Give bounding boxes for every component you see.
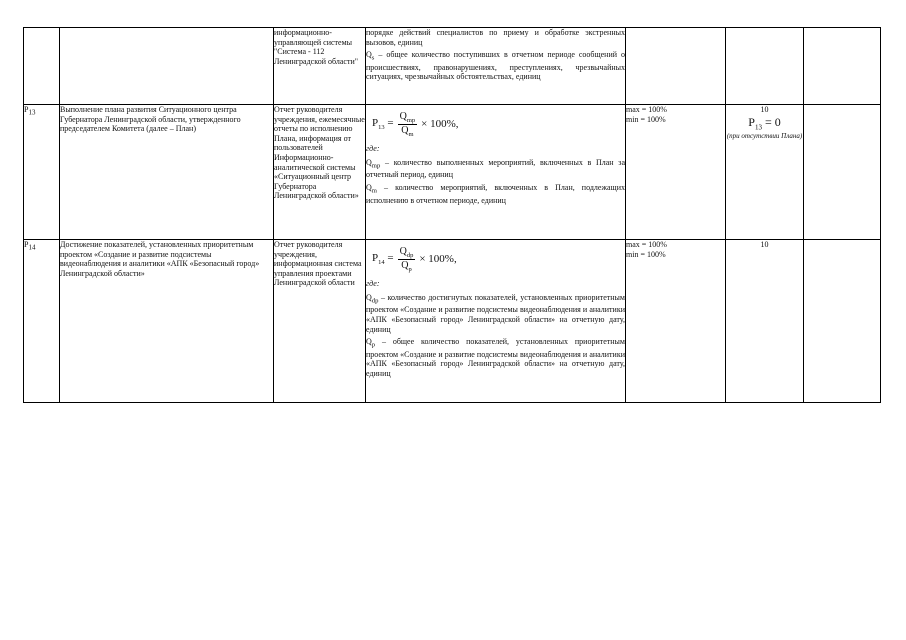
table-row-p13 [24, 105, 881, 240]
indicator-method [366, 105, 626, 240]
where-label: где: [366, 279, 380, 289]
indicators-table [23, 27, 881, 403]
minmax-cell [626, 28, 726, 105]
variable-definition: $Q_m$ – количество мероприятий, включенных в План, подлежащих исполнению в отчетном периоде, единиц [366, 183, 625, 205]
weight-values [726, 105, 804, 240]
variable-definition: $Q_p$ – общее количество показателей, установленных приоритетным проектом «Создание и развитие подсистемы видеонаблюдения и аналитики «АПК «Безопасный город» Ленинградской области» на отчетную дату, единиц [366, 337, 625, 379]
weight-value: 10 [760, 240, 769, 249]
weight-values [726, 240, 804, 403]
weight-cell [726, 28, 804, 105]
minmax-values [626, 105, 726, 240]
weight-value: 10 [760, 105, 769, 114]
variable-definition: $Q_{dp}$ – количество достигнутых показателей, установленных приоритетным проектом «Создание и развитие подсистемы видеонаблюдения и аналитики «АПК «Безопасный город» Ленинградской области» на отчетную дату, единиц [366, 292, 625, 334]
max-value: max = 100% [626, 240, 667, 249]
indicator-source: Отчет руководителя учреждения, ежемесячные отчеты по исполнению Плана, информация от пользователей Информационно-аналитической системы «Ситуационный центр Губернатора Ленинградской области» [274, 105, 366, 240]
variable-definition: $Q_{mp}$ – количество выполненных мероприятий, включенных в План за отчетный период, единиц [366, 157, 625, 180]
method-text: порядке действий специалистов по приему и обработке экстренных вызовов, единиц [366, 28, 625, 47]
method-cell [366, 28, 626, 105]
name-cell [60, 28, 274, 105]
formula: $P_{14}$ = $\frac{Q_{dp}}{Q_p}$ × 100%, [372, 246, 457, 274]
min-value: min = 100% [626, 114, 666, 124]
variable-definition: $Q_s$ – общее количество поступивших в отчетном периоде сообщений о происшествиях, правонарушениях, преступлениях, чрезвычайных ситуациях, чрезвычайных обстоятельствах, единиц [366, 50, 625, 82]
indicator-method [366, 240, 626, 403]
weight-note: (при отсутствии Плана) [726, 132, 803, 141]
indicator-code: $P_{14}$ [24, 240, 60, 403]
code-cell [24, 28, 60, 105]
where-label: где: [366, 144, 380, 154]
min-value: min = 100% [626, 249, 666, 259]
formula: $P_{13}$ = $\frac{Q_{mp}}{Q_m}$ × 100%, [372, 111, 459, 139]
max-value: max = 100% [626, 105, 667, 114]
indicator-code: $P_{13}$ [24, 105, 60, 240]
minmax-values [626, 240, 726, 403]
extra-cell [804, 240, 881, 403]
indicator-name: Достижение показателей, установленных приоритетным проектом «Создание и развитие подсистемы видеонаблюдения и аналитики «АПК «Безопасный город» Ленинградской области» [60, 240, 274, 403]
table-row-p14 [24, 240, 881, 403]
extra-cell [804, 28, 881, 105]
weight-alt: $P_{13} = 0$ [748, 114, 781, 131]
table-row-continuation [24, 28, 881, 105]
extra-cell [804, 105, 881, 240]
source-cell: информационно-управляющей системы "Система - 112 Ленинградской области" [274, 28, 366, 105]
indicator-source: Отчет руководителя учреждения, информационная система управления проектами Ленинградской области [274, 240, 366, 403]
indicator-name: Выполнение плана развития Ситуационного центра Губернатора Ленинградской области, утвержденного председателем Комитета (далее – План) [60, 105, 274, 240]
